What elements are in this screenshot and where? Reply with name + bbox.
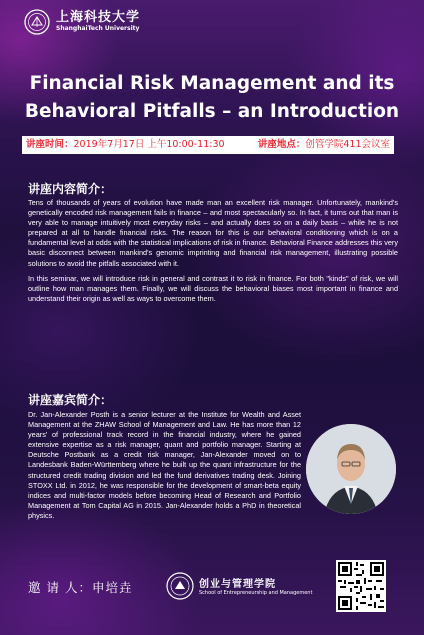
- speaker-photo: [306, 424, 396, 514]
- school-logo: [166, 572, 312, 600]
- abstract-paragraph: Tens of thousands of years of evolution have made man an excellent risk manager. Unfortunately, mankind's genetically encoded risk management fails in finance – and most spectacularly so. In fact, it turns out that man is very able to manage intuitively most everyday risks – and actually does so on a daily basis – while he is not prepared at all to handle financial risks. The reason for this is our behavioral conditioning which is on a fundamental level at odds with the statistical implications of risk in finance. Behavioral Finance addresses this very basic disconnect between mankind's genomic imprinting and financial risk management, illustrating possible solutions to avoid the pitfalls associated with it.: [28, 198, 398, 268]
- abstract-body: [28, 198, 398, 309]
- inviter: 邀 请 人：申培垚: [28, 580, 133, 595]
- university-name: [56, 11, 140, 33]
- abstract-paragraph: In this seminar, we will introduce risk in general and contrast it to risk in finance. For both "kinds" of risk, we will outline how man manages them. Finally, we will discuss the behavioral biases most important in finance and understand their origin as well as ways to overcome them.: [28, 273, 398, 303]
- university-seal-icon: [24, 9, 50, 35]
- university-header: [24, 9, 140, 35]
- school-name: [199, 575, 312, 597]
- school-name-en: School of Entrepreneurship and Management: [199, 590, 313, 596]
- title-line-2: Behavioral Pitfalls – an Introduction: [24, 101, 400, 122]
- time-label: 讲座时间：: [26, 139, 74, 150]
- lecture-info-bar: [22, 136, 394, 154]
- place-value: 创管学院411会议室: [305, 139, 390, 150]
- lecture-title: [10, 70, 414, 126]
- qr-code: [336, 560, 386, 612]
- place-label: 讲座地点：: [257, 139, 306, 150]
- lecture-place: [258, 136, 390, 154]
- university-name-cn: 上海科技大学: [56, 10, 141, 25]
- speaker-heading: 讲座嘉宾简介：: [28, 393, 113, 407]
- abstract-heading: 讲座内容简介：: [28, 182, 113, 196]
- school-name-cn: 创业与管理学院: [199, 579, 276, 590]
- university-name-en: ShanghaiTech University: [56, 25, 140, 32]
- speaker-bio-text: Dr. Jan-Alexander Posth is a senior lecturer at the Institute for Wealth and Asset Management at the ZHAW School of Management and Law. He has more than 12 years' of professional track record in the financial industry, where he gained extensive expertise as a risk manager, quant and portfolio manager. Starting at Deutsche Postbank as a credit risk manager, Jan-Alexander moved on to Landesbank Baden-Württemberg where he built up the quant infrastructure for the structured credit trading division and led the fund derivatives trading desk. Joining STOXX Ltd. in 2012, he was responsible for the development of smart-beta equity indices and multi-factor models before becoming Head of Research and Portfolio Management at Tom Capital AG in 2015. Jan-Alexander holds a PhD in theoretical physics.: [28, 410, 301, 520]
- speaker-bio: [28, 410, 301, 526]
- title-line-1: Financial Risk Management and its: [29, 73, 395, 94]
- school-logo-icon: [166, 572, 194, 600]
- time-value: 2019年7月17日 上午10:00-11:30: [73, 139, 225, 150]
- lecture-time: [26, 136, 225, 154]
